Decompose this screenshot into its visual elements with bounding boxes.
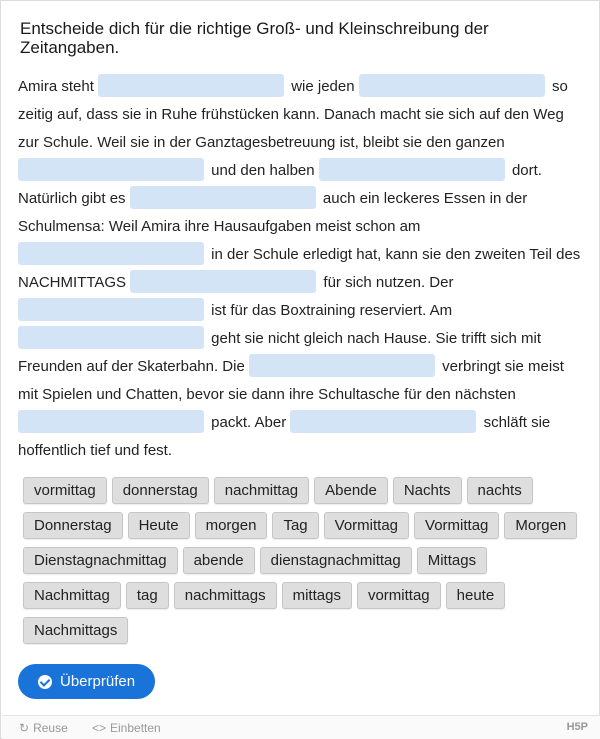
draggable-word[interactable]: Mittags — [417, 547, 487, 574]
draggable-word[interactable]: Vormittag — [324, 512, 409, 539]
draggable-word[interactable]: Donnerstag — [23, 512, 123, 539]
text-segment: geht sie nicht gleich nach Hause. Sie trifft sich mit Freunden auf der Skaterbahn. Die — [18, 330, 542, 375]
drop-zone-10[interactable] — [249, 354, 435, 377]
text-segment: wie jeden — [291, 78, 355, 95]
reuse-link[interactable] — [19, 721, 68, 735]
drop-zone-2[interactable] — [359, 74, 545, 97]
draggable-word[interactable]: Heute — [128, 512, 190, 539]
drop-zone-7[interactable] — [130, 270, 316, 293]
check-circle-icon — [38, 675, 52, 689]
draggable-word[interactable]: Vormittag — [414, 512, 499, 539]
draggable-word[interactable]: Abende — [314, 477, 388, 504]
draggable-word[interactable]: nachts — [467, 477, 533, 504]
draggable-word[interactable]: dienstagnachmittag — [260, 547, 412, 574]
drop-zone-11[interactable] — [18, 410, 204, 433]
text-segment: schläft sie hoffentlich tief und fest. — [18, 414, 551, 459]
draggable-word[interactable]: heute — [446, 582, 506, 609]
draggable-word[interactable]: Tag — [272, 512, 318, 539]
text-segment: ist für das Boxtraining reserviert. Am — [211, 302, 453, 319]
draggable-word[interactable]: Dienstagnachmittag — [23, 547, 178, 574]
text-segment: Amira steht — [18, 78, 94, 95]
text-segment: dort. Natürlich gibt es — [18, 162, 542, 207]
draggable-word[interactable]: mittags — [282, 582, 352, 609]
text-segment: in der Schule erledigt hat, kann sie den zweiten Teil des NACHMITTAGS — [18, 246, 581, 291]
drop-zone-3[interactable] — [18, 158, 204, 181]
check-button-label: Überprüfen — [60, 673, 136, 690]
h5p-logo[interactable]: H5P — [566, 721, 588, 733]
draggable-word[interactable]: Nachts — [393, 477, 462, 504]
draggable-word[interactable]: nachmittags — [174, 582, 277, 609]
draggable-word[interactable]: vormittag — [357, 582, 441, 609]
embed-link[interactable] — [92, 721, 161, 735]
draggable-word[interactable]: donnerstag — [112, 477, 209, 504]
text-segment: auch ein leckeres Essen in der Schulmensa: Weil Amira ihre Hausaufgaben meist schon am — [18, 190, 528, 235]
reuse-icon: ↻ — [19, 721, 30, 735]
drop-zone-6[interactable] — [18, 242, 204, 265]
embed-icon: <> — [92, 721, 107, 735]
draggable-word[interactable]: Nachmittag — [23, 582, 121, 609]
draggable-word[interactable]: nachmittag — [214, 477, 309, 504]
drop-zone-5[interactable] — [130, 186, 316, 209]
drop-zone-9[interactable] — [18, 326, 204, 349]
task-title: Entscheide dich für die richtige Groß- und Kleinschreibung der Zeitangaben. — [20, 19, 489, 57]
text-segment: so zeitig auf, dass sie in Ruhe frühstücken kann. Danach macht sie sich auf den Weg zur Schule. Weil sie in der Ganztagesbetreuung ist, bleibt sie den ganzen — [18, 78, 568, 151]
draggable-pool — [23, 477, 588, 652]
drop-zone-12[interactable] — [290, 410, 476, 433]
drop-zone-4[interactable] — [319, 158, 505, 181]
check-button[interactable] — [18, 664, 155, 699]
draggable-word[interactable]: vormittag — [23, 477, 107, 504]
text-segment: und den halben — [211, 162, 315, 179]
draggable-word[interactable]: Nachmittags — [23, 617, 128, 644]
embed-label: Einbetten — [110, 721, 161, 735]
draggable-word[interactable]: Morgen — [504, 512, 577, 539]
text-segment: verbringt sie meist mit Spielen und Chatten, bevor sie dann ihre Schultasche für den nächsten — [18, 358, 564, 403]
text-segment: für sich nutzen. Der — [323, 274, 454, 291]
drop-zone-1[interactable] — [98, 74, 284, 97]
text-segment: packt. Aber — [211, 414, 287, 431]
drop-zone-8[interactable] — [18, 298, 204, 321]
reuse-label: Reuse — [33, 721, 68, 735]
draggable-word[interactable]: tag — [126, 582, 169, 609]
cloze-text — [18, 73, 586, 465]
draggable-word[interactable]: morgen — [195, 512, 268, 539]
draggable-word[interactable]: abende — [183, 547, 255, 574]
h5p-footer — [2, 715, 600, 739]
